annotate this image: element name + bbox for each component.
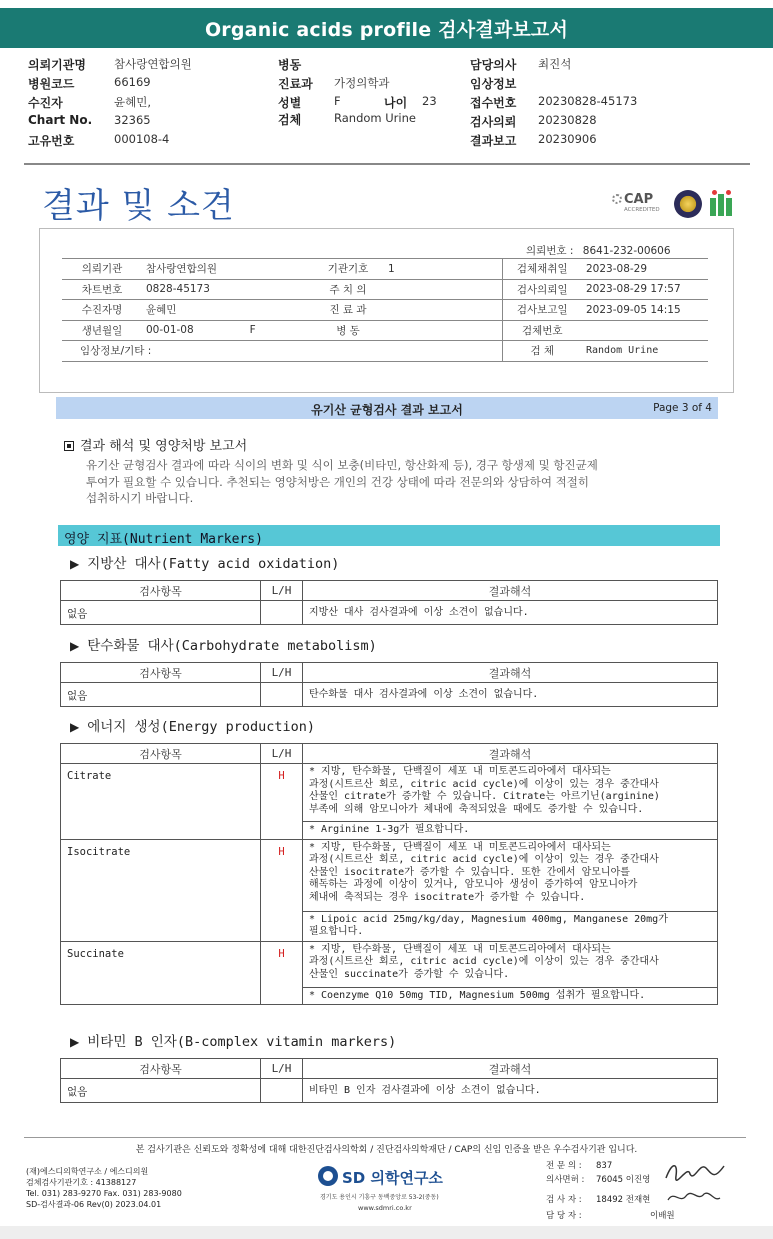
lab-website: www.sdmri.co.kr [358, 1204, 412, 1212]
info-value: 참사랑연합의원 [142, 259, 312, 280]
page-number: Page 3 of 4 [653, 402, 712, 414]
header-label: 접수번호 [470, 96, 517, 110]
interpretation: 지방산 대사 검사결과에 이상 소견이 없습니다. [303, 601, 718, 625]
nutrient-markers-band [58, 525, 720, 546]
staff-value: 18492 전재현 [596, 1195, 651, 1205]
subsection-title: 비타민 B 인자(B-complex vitamin markers) [87, 1034, 397, 1050]
vitamin-b-table [60, 1058, 718, 1103]
info-key: 차트번호 [62, 279, 142, 300]
info-key: 검사의뢰일 [502, 279, 582, 300]
table-header-row [61, 663, 718, 683]
cap-sub-text: ACCREDITED [624, 207, 660, 213]
col-header-lh: L/H [261, 1059, 303, 1079]
interpretation-line: * 지방, 탄수화물, 단백질이 세포 내 미토콘드리아에서 대사되는 [309, 943, 611, 955]
recommendation [303, 911, 718, 941]
age-label: 나이 [384, 96, 408, 110]
triangle-bullet-icon: ▶ [70, 1035, 80, 1049]
test-item: 없음 [61, 683, 261, 707]
header-value: 000108-4 [114, 132, 170, 146]
society-seal-icon [674, 190, 702, 218]
table-header-row [61, 744, 718, 764]
interpretation-line: * 지방, 탄수화물, 단백질이 세포 내 미토콘드리아에서 대사되는 [309, 841, 611, 853]
header-label: 임상정보 [470, 77, 517, 91]
header-value: 최진석 [538, 57, 572, 71]
intro-paragraph [86, 457, 706, 507]
info-value [384, 279, 502, 300]
lab-medicine-logo-icon [708, 190, 736, 218]
footer-divider [24, 1137, 746, 1138]
lh-flag [261, 1079, 303, 1103]
col-header-item: 검사항목 [61, 1059, 261, 1079]
lab-contact-info [26, 1166, 182, 1210]
info-value-birth [142, 320, 312, 341]
subsection-title: 에너지 생성(Energy production) [87, 719, 315, 735]
interpretation-line: 해독하는 과정에 이상이 있거나, 암모니아 생성이 증가하여 암모니아가 [309, 879, 638, 890]
interpretation-line: 산물인 citrate가 증가할 수 있습니다. Citrate는 아르기닌(arginine) [309, 791, 660, 802]
examiner-signature [664, 1186, 724, 1208]
info-row [62, 320, 708, 341]
section-heading-text: 결과 해석 및 영양처방 보고서 [80, 439, 248, 454]
staff-key: 의사면허 : [546, 1175, 585, 1185]
interpretation: 탄수화물 대사 검사결과에 이상 소견이 없습니다. [303, 683, 718, 707]
header-value: Random Urine [334, 111, 416, 125]
info-key: 의뢰기관 [62, 259, 142, 280]
header-value: F [334, 94, 341, 108]
sd-logo-icon [318, 1166, 338, 1186]
header-label: 검체 [278, 113, 302, 127]
col-header-interpretation: 결과해석 [303, 581, 718, 601]
recommendation-line: * Arginine 1-3g가 필요합니다. [309, 824, 470, 835]
info-value [384, 300, 502, 321]
lh-flag [261, 683, 303, 707]
header-label: 검사의뢰 [470, 115, 517, 129]
request-number-label: 의뢰번호 : [526, 245, 574, 257]
info-value: 2023-08-29 [582, 259, 708, 280]
col-header-lh: L/H [261, 581, 303, 601]
info-key: 검 체 [502, 341, 582, 362]
section-heading [64, 435, 247, 454]
table-row [61, 683, 718, 707]
col-header-interpretation: 결과해석 [303, 1059, 718, 1079]
report-title: 유기산 균형검사 결과 보고서 [311, 403, 463, 417]
header-value: 참사랑연합의원 [114, 57, 192, 71]
col-header-interpretation: 결과해석 [303, 663, 718, 683]
col-header-item: 검사항목 [61, 663, 261, 683]
lab-info-line: SD-검사결과-06 Rev(0) 2023.04.01 [26, 1200, 162, 1209]
header-label: Chart No. [28, 113, 93, 127]
lab-info-line: (재)에스디의학연구소 / 에스디의원 [26, 1167, 149, 1176]
info-row [62, 341, 708, 362]
report-banner [0, 8, 773, 48]
cap-ring-icon [612, 194, 622, 204]
header-value: 20230828-45173 [538, 94, 638, 108]
header-label: 의뢰기관명 [28, 58, 86, 72]
test-item: Citrate [61, 764, 261, 840]
carbohydrate-table [60, 662, 718, 707]
staff-value: 이배원 [650, 1211, 675, 1221]
nutrient-markers-title: 영양 지표(Nutrient Markers) [64, 532, 263, 547]
info-value: 2023-08-29 17:57 [582, 279, 708, 300]
triangle-bullet-icon: ▶ [70, 639, 80, 653]
header-label: 결과보고 [470, 134, 517, 148]
header-label: 수진자 [28, 96, 63, 110]
subsection-title: 탄수화물 대사(Carbohydrate metabolism) [87, 638, 377, 654]
info-key: 검체번호 [502, 320, 582, 341]
lab-info-line: Tel. 031) 283-9270 Fax. 031) 283-9080 [26, 1189, 182, 1198]
carbohydrate-heading [70, 634, 377, 654]
interpretation-line: 산물인 succinate가 증가할 수 있습니다. [309, 968, 510, 980]
staff-key: 전 문 의 : [546, 1161, 582, 1171]
table-row [61, 601, 718, 625]
info-row [62, 300, 708, 321]
birth-date: 00-01-08 [146, 324, 194, 337]
header-value: 66169 [114, 75, 151, 89]
lh-flag: H [261, 941, 303, 1005]
header-value: 32365 [114, 113, 151, 127]
info-key: 수진자명 [62, 300, 142, 321]
lab-info-line: 검체검사기관기호 : 41388127 [26, 1178, 137, 1187]
header-divider [24, 163, 750, 165]
subsection-title: 지방산 대사(Fatty acid oxidation) [87, 556, 340, 572]
info-key: 검사보고일 [502, 300, 582, 321]
fatty-acid-heading [70, 552, 339, 572]
sd-brand-name: SD 의학연구소 [342, 1169, 443, 1187]
info-key: 병 동 [312, 320, 384, 341]
interpretation: 비타민 B 인자 검사결과에 이상 소견이 없습니다. [303, 1079, 718, 1103]
table-row [61, 941, 718, 987]
col-header-lh: L/H [261, 744, 303, 764]
info-value: 2023-09-05 14:15 [582, 300, 708, 321]
request-number [526, 243, 671, 258]
interpretation-line: 산물인 isocitrate가 증가할 수 있습니다. 또한 간에서 암모니아를 [309, 866, 630, 878]
square-bullet-icon [64, 441, 74, 451]
vitamin-b-heading [70, 1030, 396, 1050]
staff-value: 837 [596, 1161, 613, 1171]
interpretation [303, 941, 718, 987]
info-key: 진 료 과 [312, 300, 384, 321]
table-header-row [61, 581, 718, 601]
info-row [62, 259, 708, 280]
recommendation-line: * Lipoic acid 25mg/kg/day, Magnesium 400mg, Manganese 20mg가 [309, 913, 668, 925]
intro-line: 투여가 필요할 수 있습니다. 추천되는 영양처방은 개인의 건강 상태에 따라 전문의와 상담하여 적절히 [86, 474, 589, 489]
specimen-value: Random Urine [582, 341, 708, 362]
energy-production-table [60, 743, 718, 1005]
info-key: 생년월일 [62, 320, 142, 341]
energy-production-heading [70, 715, 315, 735]
interpretation-line: * 지방, 탄수화물, 단백질이 세포 내 미토콘드리아에서 대사되는 [309, 766, 611, 777]
table-row [61, 839, 718, 911]
info-value: 1 [384, 259, 502, 280]
staff-value: 76045 이진영 [596, 1175, 651, 1185]
doctor-signature [660, 1156, 730, 1188]
test-item: 없음 [61, 601, 261, 625]
header-label: 성별 [278, 96, 302, 110]
staff-key: 담 당 자 : [546, 1211, 582, 1221]
info-key: 주 치 의 [312, 279, 384, 300]
result-title: 결과 및 소견 [42, 186, 235, 226]
interpretation-line: 부족에 의해 암모니아가 체내에 축적되었을 때에도 증가할 수 있습니다. [309, 803, 644, 815]
specimen-info-table [62, 258, 708, 362]
fatty-acid-table [60, 580, 718, 625]
header-value: 가정의학과 [334, 76, 390, 90]
clinical-info-label: 임상정보/기타 : [62, 341, 502, 362]
header-value: 20230906 [538, 132, 597, 146]
staff-row [546, 1210, 746, 1224]
recommendation [303, 987, 718, 1005]
interpretation [303, 764, 718, 822]
info-key: 검체채취일 [502, 259, 582, 280]
accreditation-logos [610, 186, 740, 222]
lh-flag [261, 601, 303, 625]
interpretation [303, 839, 718, 911]
info-value [582, 320, 708, 341]
header-value: 윤혜민, [114, 95, 151, 109]
test-item: Succinate [61, 941, 261, 1005]
header-label: 병원코드 [28, 77, 75, 91]
cap-text: CAP [624, 192, 654, 207]
page-bottom-band [0, 1226, 773, 1239]
table-row [61, 764, 718, 822]
staff-key: 검 사 자 : [546, 1195, 582, 1205]
cap-accredited-logo [610, 188, 668, 220]
recommendation [303, 822, 718, 840]
interpretation-line: 과정(시트르산 회로, citric acid cycle)에 이상이 있는 경우 중간대사 [309, 854, 659, 865]
intro-line: 섭취하시기 바랍니다. [86, 491, 194, 505]
col-header-lh: L/H [261, 663, 303, 683]
interpretation-line: 과정(시트르산 회로, citric acid cycle)에 이상이 있는 경우 중간대사 [309, 778, 659, 790]
interpretation-line: 과정(시트르산 회로, citric acid cycle)에 이상이 있는 경우 중간대사 [309, 956, 659, 967]
header-label: 진료과 [278, 77, 313, 91]
header-label: 담당의사 [470, 58, 517, 72]
lh-flag: H [261, 839, 303, 941]
recommendation-line: 필요합니다. [309, 926, 364, 937]
accreditation-note: 본 검사기관은 신뢰도와 정확성에 대해 대한진단검사의학회 / 진단검사의학재단 / CAP의 신임 인증을 받은 우수검사기관 입니다. [135, 1145, 638, 1155]
info-value: 0828-45173 [142, 279, 312, 300]
table-row [61, 1079, 718, 1103]
sex-value: F [249, 324, 256, 337]
recommendation-line: * Coenzyme Q10 50mg TID, Magnesium 500mg 섭취가 필요합니다. [309, 989, 646, 1001]
lh-flag: H [261, 764, 303, 840]
col-header-item: 검사항목 [61, 744, 261, 764]
header-label: 병동 [278, 58, 302, 72]
patient-header [28, 56, 758, 151]
interpretation-line: 체내에 축적되는 경우 isocitrate가 증가할 수 있습니다. [309, 891, 586, 903]
header-label: 고유번호 [28, 134, 75, 148]
col-header-interpretation: 결과해석 [303, 744, 718, 764]
table-header-row [61, 1059, 718, 1079]
age-value: 23 [422, 94, 437, 108]
col-header-item: 검사항목 [61, 581, 261, 601]
info-value [384, 320, 502, 341]
triangle-bullet-icon: ▶ [70, 557, 80, 571]
test-item: 없음 [61, 1079, 261, 1103]
banner-title: Organic acids profile 검사결과보고서 [204, 18, 569, 41]
triangle-bullet-icon: ▶ [70, 720, 80, 734]
test-item: Isocitrate [61, 839, 261, 941]
request-number-value: 8641-232-00606 [582, 245, 671, 257]
info-row [62, 279, 708, 300]
info-value: 윤혜민 [142, 300, 312, 321]
lab-address: 경기도 용인시 기흥구 동백중앙로 53-2(중동) [320, 1194, 439, 1201]
report-title-band [56, 397, 718, 419]
intro-line: 유기산 균형검사 결과에 따라 식이의 변화 및 식이 보충(비타민, 항산화제 등), 경구 항생제 및 항진균제 [86, 458, 598, 472]
info-key: 기관기호 [312, 259, 384, 280]
header-value: 20230828 [538, 113, 597, 127]
